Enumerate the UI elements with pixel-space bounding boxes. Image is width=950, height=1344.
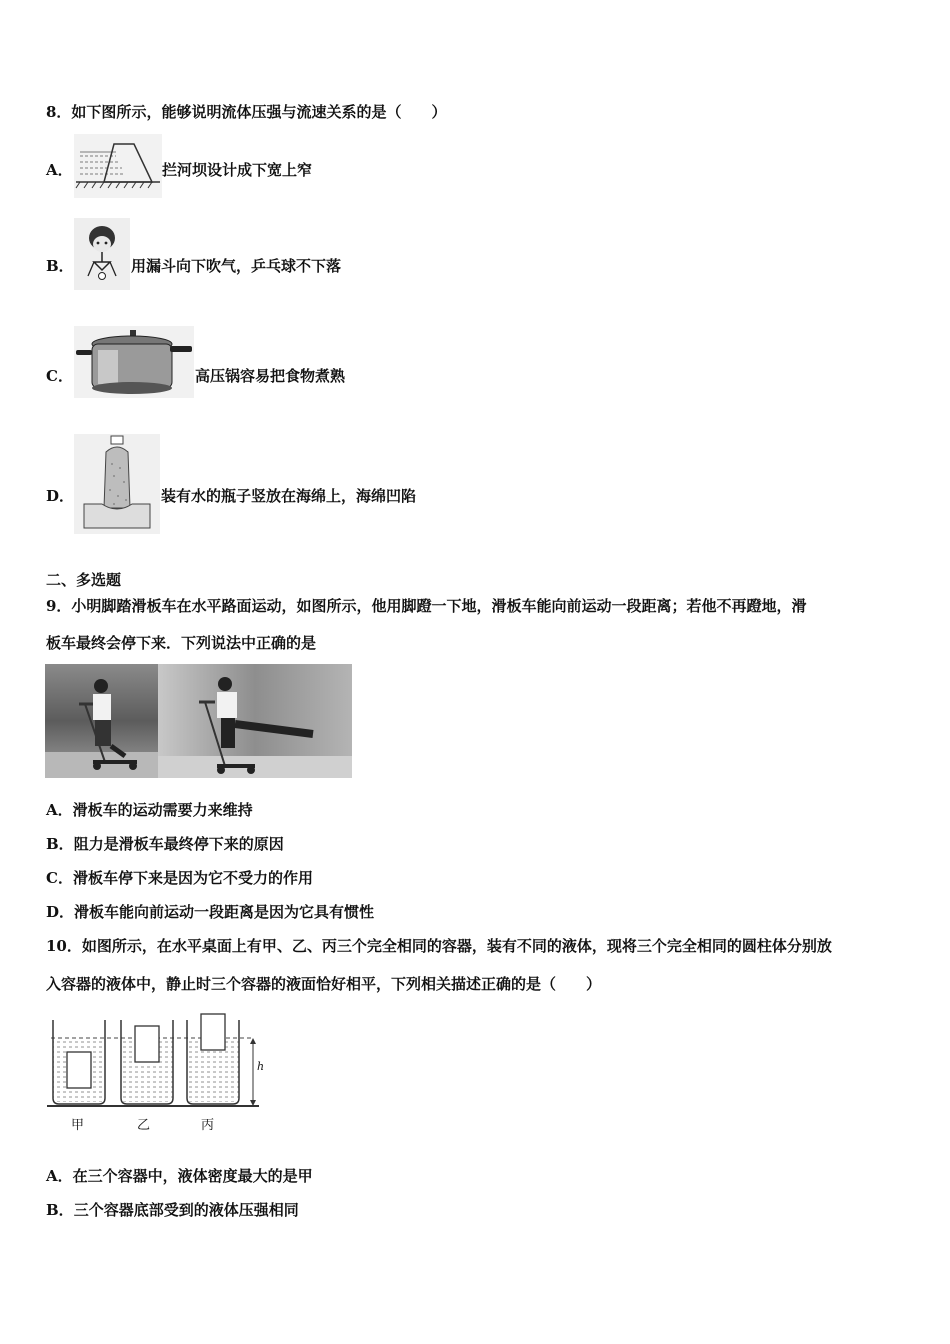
q10-option-b-label: B． (46, 1201, 74, 1219)
question-8-stem: 8．如下图所示，能够说明流体压强与流速关系的是（ ） (46, 103, 447, 121)
q9-option-d (46, 902, 374, 922)
containers-figure (45, 1010, 270, 1135)
q9-option-a-text: 滑板车的运动需要力来维持 (72, 801, 253, 819)
q9-option-a-label: A． (46, 801, 73, 819)
q10-option-a-label: A． (46, 1167, 73, 1185)
q8-option-d-text: 装有水的瓶子竖放在海绵上，海绵凹陷 (161, 487, 417, 505)
question-10-stem-line-2: 入容器的液体中，静止时三个容器的液面恰好相平，下列相关描述正确的是（ ） (46, 975, 602, 993)
q10-option-b-text: 三个容器底部受到的液体压强相同 (73, 1201, 299, 1219)
section-title: 二、多选题 (46, 571, 122, 589)
pressure-cooker-figure (74, 326, 194, 398)
q10-option-a-text: 在三个容器中，液体密度最大的是甲 (72, 1167, 313, 1185)
question-10-stem-line-1: 10．如图所示，在水平桌面上有甲、乙、丙三个完全相同的容器，装有不同的液体，现将三个完全相同的圆柱体分别放 (46, 937, 832, 955)
q9-option-a (46, 800, 253, 820)
funnel-blowing-figure (74, 218, 130, 290)
label-bing: 丙 (201, 1118, 215, 1133)
q9-option-b (46, 834, 284, 854)
q10-option-b (46, 1200, 299, 1220)
q8-option-b-label: B． (46, 257, 74, 275)
dam-figure (74, 134, 162, 198)
q9-option-b-label: B． (46, 835, 74, 853)
q8-option-c-text: 高压锅容易把食物煮熟 (195, 367, 346, 385)
question-9-stem-line-2: 板车最终会停下来．下列说法中正确的是 (46, 634, 317, 652)
q9-option-b-text: 阻力是滑板车最终停下来的原因 (73, 835, 284, 853)
q8-option-d-label: D． (46, 487, 75, 505)
height-label: h (257, 1060, 265, 1073)
scooter-photo-figure (45, 664, 352, 778)
q8-option-a-text: 拦河坝设计成下宽上窄 (162, 161, 313, 179)
q9-option-c-label: C． (46, 869, 73, 887)
q9-option-c-text: 滑板车停下来是因为它不受力的作用 (72, 869, 313, 887)
label-jia: 甲 (71, 1118, 85, 1133)
q9-option-d-text: 滑板车能向前运动一段距离是因为它具有惯性 (74, 903, 375, 921)
q8-option-a-label: A． (46, 161, 73, 179)
q9-option-c (46, 868, 313, 888)
label-yi: 乙 (137, 1118, 151, 1133)
q9-option-d-label: D． (46, 903, 75, 921)
question-9-stem-line-1: 9．小明脚踏滑板车在水平路面运动，如图所示，他用脚蹬一下地，滑板车能向前运动一段距离；若他不再蹬地，滑 (46, 597, 807, 615)
q8-option-b-text: 用漏斗向下吹气，乒乓球不下落 (131, 257, 342, 275)
q8-option-c-label: C． (46, 367, 73, 385)
q10-option-a (46, 1166, 313, 1186)
bottle-on-sponge-figure (74, 434, 160, 534)
